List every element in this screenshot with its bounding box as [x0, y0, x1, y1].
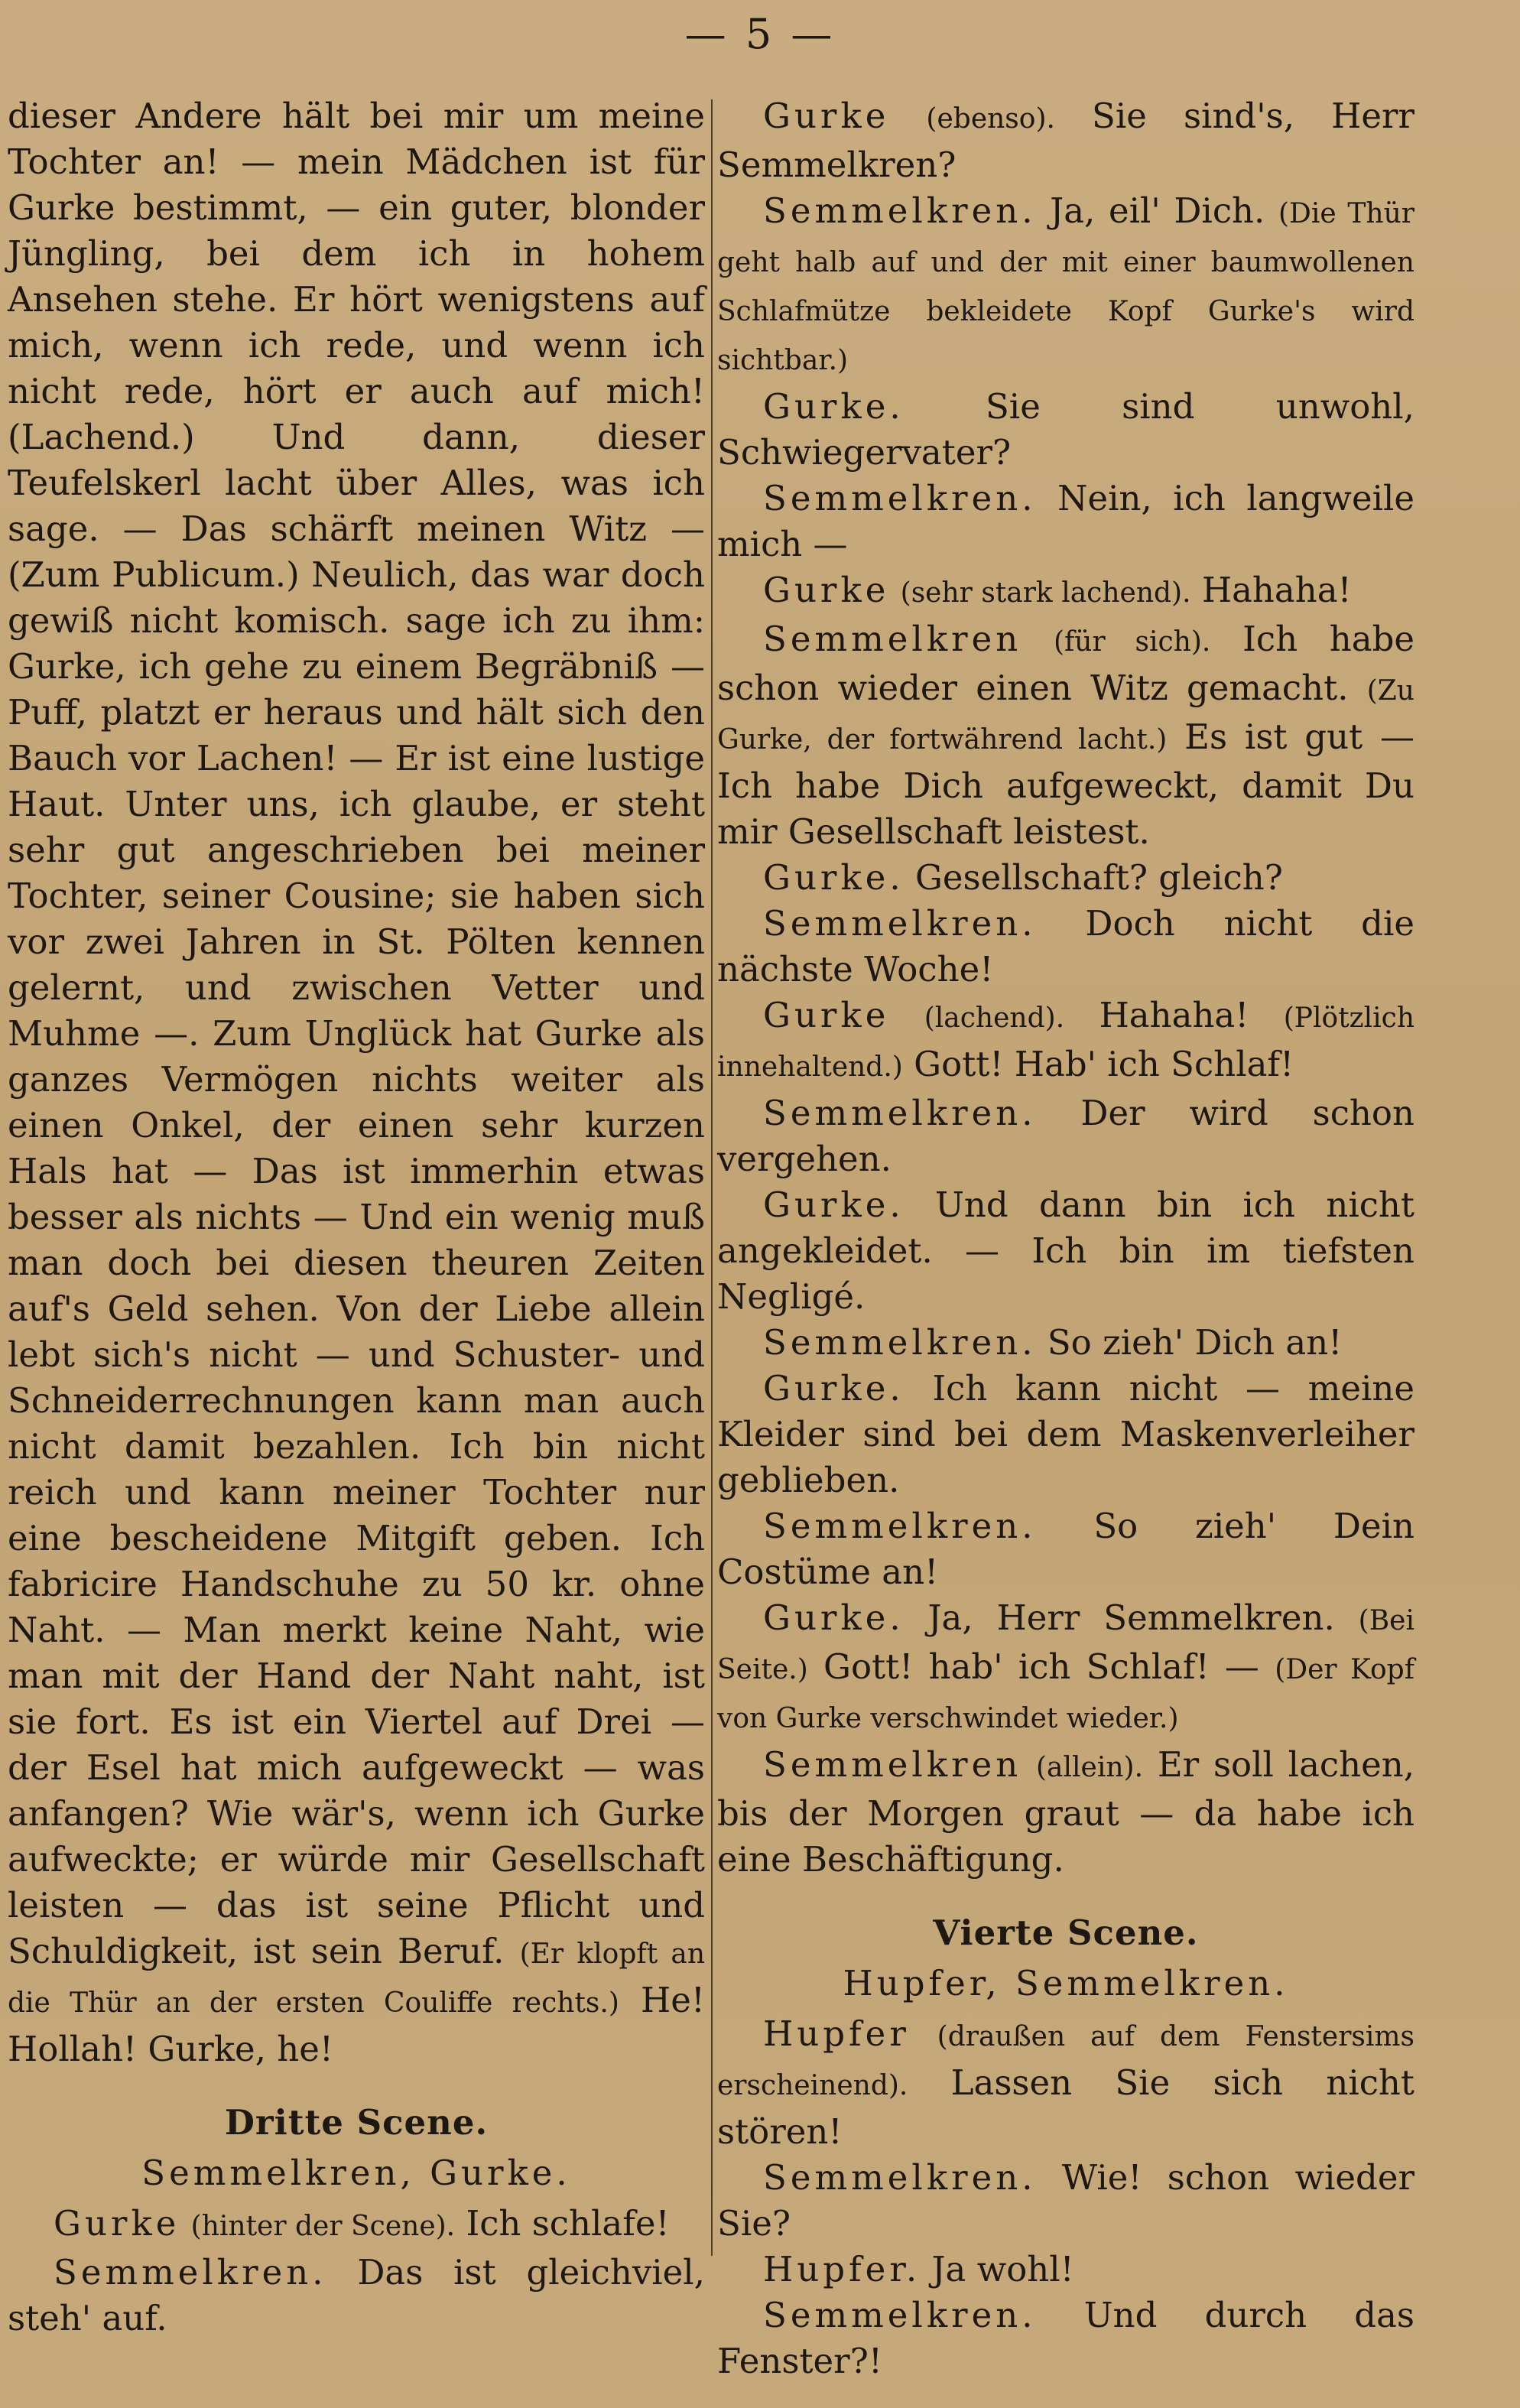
dialogue-text: So zieh' Dein Costüme an! — [717, 1506, 1414, 1592]
speaker-name: Gurke. — [763, 857, 905, 898]
scene-cast: Hupfer, Semmelkren. — [843, 1963, 1289, 2003]
dialogue-line — [717, 188, 1414, 384]
speaker-name: Semmelkren. — [763, 2157, 1037, 2198]
dialogue-text: Gott! Hab' ich Schlaf! — [914, 1044, 1294, 1084]
dialogue-text: Hahaha! — [1201, 570, 1352, 610]
dialogue-text: Lassen Sie sich nicht stören! — [717, 2062, 1414, 2152]
dialogue-line — [717, 2293, 1414, 2384]
dialogue-line — [717, 993, 1414, 1090]
scene-heading: Dritte Scene. — [224, 2102, 489, 2143]
monologue-paragraph — [8, 93, 705, 2072]
dialogue-text: Sie sind's, Herr Semmelkren? — [717, 96, 1414, 185]
dialogue-line — [717, 1366, 1414, 1503]
stage-direction: (ebenso). — [926, 103, 1055, 135]
page-number-value: 5 — [745, 10, 775, 58]
dialogue-text: So zieh' Dich an! — [1047, 1322, 1343, 1363]
dialogue-line — [717, 567, 1414, 616]
dialogue-line — [717, 1595, 1414, 1742]
dialogue-line — [717, 1742, 1414, 1883]
stage-direction: (Plötzlich innehaltend.) — [717, 1003, 1415, 1083]
speaker-name: Semmelkren. — [54, 2252, 327, 2293]
dialogue-line — [717, 476, 1414, 567]
dialogue-line — [8, 2201, 705, 2250]
stage-direction: (Zu Gurke, der fortwährend lacht.) — [717, 675, 1414, 756]
dialogue-text: Und dann bin ich nicht angekleidet. — Ich bin im tiefsten Negligé. — [717, 1185, 1414, 1317]
dialogue-text: Es ist gut — Ich habe Dich aufgeweckt, damit Du mir Gesellschaft leistest. — [717, 717, 1415, 852]
speaker-name: Gurke — [763, 570, 890, 610]
dialogue-text: Der wird schon vergehen. — [717, 1093, 1414, 1179]
stage-direction: (lachend). — [924, 1003, 1065, 1034]
stage-direction: (Bei Seite.) — [717, 1605, 1414, 1685]
speaker-name: Semmelkren. — [763, 1093, 1037, 1133]
stage-direction: (Die Thür geht halb auf und der mit einer baumwollenen Schlafmütze bekleidete Kopf Gurke's wird sichtbar.) — [717, 198, 1415, 376]
dialogue-text: Ja, Herr Semmelkren. — [927, 1597, 1335, 1638]
right-column — [717, 93, 1414, 2384]
stage-direction: (allein). — [1036, 1752, 1144, 1783]
dialogue-text: Und durch das Fenster?! — [717, 2295, 1414, 2381]
dialogue-line — [717, 384, 1414, 476]
monologue-text: dieser Andere hält bei mir um meine Tochter an! — mein Mädchen ist für Gurke bestimmt, — ein guter, blonder Jüngling, bei dem ich in hohem Ansehen stehe. Er hört wenigstens auf mich, wenn ich rede, und wenn ich nicht rede, hört er auch auf mich! (Lachend.) Und dann, dieser Teufelskerl lacht über Alles, was ich sage. — Das schärft meinen Witz — (Zum Publicum.) Neulich, das war doch gewiß nicht komisch. sage ich zu ihm: Gurke, ich gehe zu einem Begräbniß — Puff, platzt er heraus und hält sich den Bauch vor Lachen! — Er ist eine lustige Haut. Unter uns, ich glaube, er steht sehr gut angeschrieben bei meiner Tochter, seiner Cousine; sie haben sich vor zwei Jahren in St. Pölten kennen gelernt, und zwischen Vetter und Muhme —. Zum Unglück hat Gurke als ganzes Vermögen nichts weiter als einen Onkel, der einen sehr kurzen Hals hat — Das ist immerhin etwas besser als nichts — Und ein wenig muß man doch bei diesen theuren Zeiten auf's Geld sehen. Von der Liebe allein lebt sich's nicht — und Schuster- und Schneiderrechnungen kann man auch nicht damit bezahlen. Ich bin nicht reich und kann meiner Tochter nur eine bescheidene Mitgift geben. Ich fabricire Handschuhe zu 50 kr. ohne Naht. — Man merkt keine Naht, wie man mit der Hand der Naht naht, ist sie fort. Es ist ein Viertel auf Drei — der Esel hat mich aufgeweckt — was anfangen? Wie wär's, wenn ich Gurke aufweckte; er würde mir Gesellschaft leisten — das ist seine Pflicht und Schuldigkeit, ist sein Beruf. — [8, 96, 705, 1971]
speaker-name: Gurke. — [763, 1597, 905, 1638]
dialogue-text: Ich schlafe! — [466, 2203, 670, 2244]
page-number: — 5 — — [684, 10, 836, 58]
speaker-name: Gurke — [763, 96, 890, 136]
dialogue-line — [717, 2011, 1414, 2155]
dialogue-text: Ich kann nicht — meine Kleider sind bei dem Maskenverleiher geblieben. — [717, 1368, 1415, 1500]
dialogue-text: Sie sind unwohl, Schwiegervater? — [717, 386, 1414, 473]
dialogue-line — [717, 901, 1414, 993]
dialogue-text: Ja wohl! — [931, 2249, 1074, 2289]
stage-direction: (hinter der Scene). — [190, 2211, 456, 2242]
dialogue-text: Hahaha! — [1099, 995, 1249, 1035]
dialogue-line — [717, 1503, 1414, 1595]
dialogue-line — [717, 2155, 1414, 2247]
dialogue-line — [717, 616, 1414, 855]
dialogue-text: Das ist gleichviel, steh' auf. — [8, 2252, 705, 2338]
dialogue-line — [8, 2250, 705, 2341]
speaker-name: Semmelkren. — [763, 478, 1037, 518]
stage-direction: (draußen auf dem Fenstersims erscheinend). — [717, 2021, 1414, 2101]
speaker-name: Semmelkren. — [763, 1322, 1037, 1363]
dialogue-text: Wie! schon wieder Sie? — [717, 2157, 1414, 2244]
stage-direction: (Er klopft an die Thür an der ersten Couliffe rechts.) — [8, 1938, 706, 2019]
speaker-name: Gurke. — [763, 1185, 905, 1225]
dialogue-line — [717, 1090, 1414, 1182]
speaker-name: Semmelkren. — [763, 190, 1037, 231]
speaker-name: Gurke. — [763, 1368, 905, 1409]
dialogue-line — [717, 93, 1414, 188]
dialogue-line — [717, 1182, 1414, 1320]
dialogue-text: Ich habe schon wieder einen Witz gemacht. — [717, 619, 1415, 708]
dialogue-text: Er soll lachen, bis der Morgen graut — da habe ich eine Beschäftigung. — [717, 1744, 1415, 1880]
monologue-end: He! Hollah! Gurke, he! — [8, 1980, 705, 2069]
dialogue-line — [717, 1320, 1414, 1366]
column-divider — [711, 99, 713, 2256]
left-column — [8, 93, 705, 2341]
scene-cast: Semmelkren, Gurke. — [141, 2153, 571, 2193]
dialogue-text: Doch nicht die nächste Woche! — [717, 903, 1415, 990]
stage-direction: (sehr stark lachend). — [900, 577, 1191, 609]
speaker-name: Gurke. — [763, 386, 905, 427]
speaker-name: Semmelkren — [763, 619, 1022, 659]
dialogue-line — [717, 855, 1414, 901]
dialogue-text: Ja, eil' Dich. — [1050, 190, 1265, 231]
stage-direction: (Der Kopf von Gurke verschwindet wieder.) — [717, 1654, 1415, 1734]
speaker-name: Semmelkren. — [763, 1506, 1037, 1546]
dialogue-text: Gott! hab' ich Schlaf! — — [823, 1646, 1259, 1687]
speaker-name: Gurke — [54, 2203, 180, 2244]
speaker-name: Gurke — [763, 995, 890, 1035]
speaker-name: Hupfer. — [763, 2249, 921, 2289]
stage-direction: (für sich). — [1053, 626, 1211, 658]
dialogue-line — [717, 2247, 1414, 2293]
speaker-name: Semmelkren — [763, 1744, 1022, 1785]
speaker-name: Semmelkren. — [763, 2295, 1037, 2335]
speaker-name: Semmelkren. — [763, 903, 1037, 944]
scene-heading: Vierte Scene. — [933, 1912, 1199, 1953]
dialogue-text: Nein, ich langweile mich — — [717, 478, 1414, 564]
dialogue-text: Gesellschaft? gleich? — [914, 857, 1283, 898]
speaker-name: Hupfer — [763, 2013, 910, 2054]
